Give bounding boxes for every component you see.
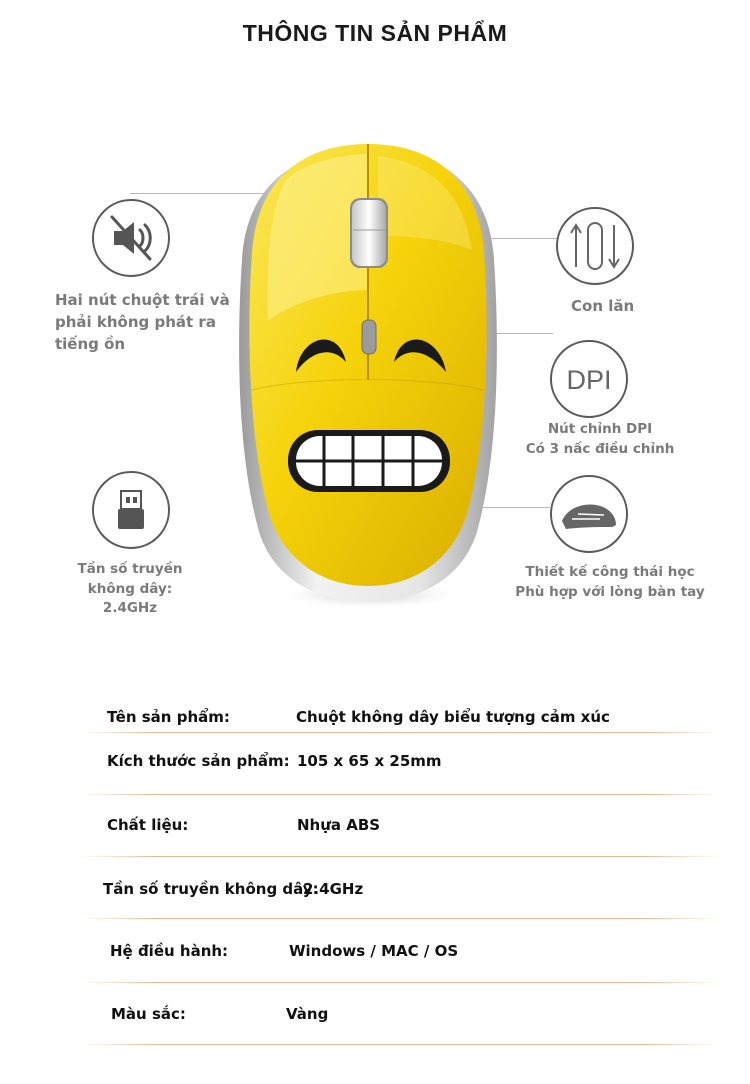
dpi-icon bbox=[550, 340, 628, 418]
spec-divider bbox=[80, 794, 720, 795]
feature-scroll-wheel-text: Con lăn bbox=[571, 297, 635, 315]
spec-value: Chuột không dây biểu tượng cảm xúc bbox=[296, 708, 610, 726]
spec-row bbox=[0, 816, 750, 836]
usb-receiver-icon bbox=[92, 471, 170, 549]
spec-value: 105 x 65 x 25mm bbox=[297, 752, 442, 770]
scroll-wheel-icon bbox=[556, 207, 634, 285]
mouse-illustration bbox=[228, 140, 508, 620]
feature-wireless-text: Tần số truyền không dây: 2.4GHz bbox=[77, 561, 183, 617]
spec-row bbox=[0, 752, 750, 772]
spec-label: Hệ điều hành: bbox=[110, 942, 229, 960]
muted-speaker-icon bbox=[92, 199, 170, 277]
page-title: THÔNG TIN SẢN PHẨM bbox=[242, 20, 508, 46]
spec-value: Vàng bbox=[286, 1005, 329, 1023]
spec-label: Kích thước sản phẩm: bbox=[107, 752, 290, 770]
svg-text:DPI: DPI bbox=[566, 365, 612, 395]
spec-divider bbox=[80, 982, 720, 983]
spec-value: 2.4GHz bbox=[303, 880, 364, 898]
spec-divider bbox=[80, 732, 720, 733]
spec-label: Chất liệu: bbox=[107, 816, 189, 834]
spec-value: Nhựa ABS bbox=[297, 816, 381, 834]
spec-label: Màu sắc: bbox=[111, 1005, 186, 1023]
spec-row bbox=[0, 942, 750, 962]
feature-dpi-text: Nút chỉnh DPI Có 3 nấc điều chỉnh bbox=[525, 421, 675, 457]
spec-divider bbox=[80, 1044, 720, 1045]
spec-label: Tên sản phẩm: bbox=[107, 708, 230, 726]
feature-silent-click-text: Hai nút chuột trái và phải không phát ra tiếng ồn bbox=[55, 291, 230, 353]
feature-ergonomic-text: Thiết kế công thái học Phù hợp với lòng bàn tay bbox=[515, 564, 705, 600]
spec-row bbox=[0, 880, 750, 900]
spec-label: Tần số truyền không dây: bbox=[103, 880, 319, 898]
spec-divider bbox=[80, 918, 720, 919]
hand-on-mouse-icon bbox=[550, 475, 628, 553]
spec-row bbox=[0, 1005, 750, 1025]
spec-row bbox=[0, 708, 750, 728]
spec-value: Windows / MAC / OS bbox=[289, 942, 459, 960]
spec-divider bbox=[80, 856, 720, 857]
emoji-mouse-image bbox=[228, 140, 508, 620]
